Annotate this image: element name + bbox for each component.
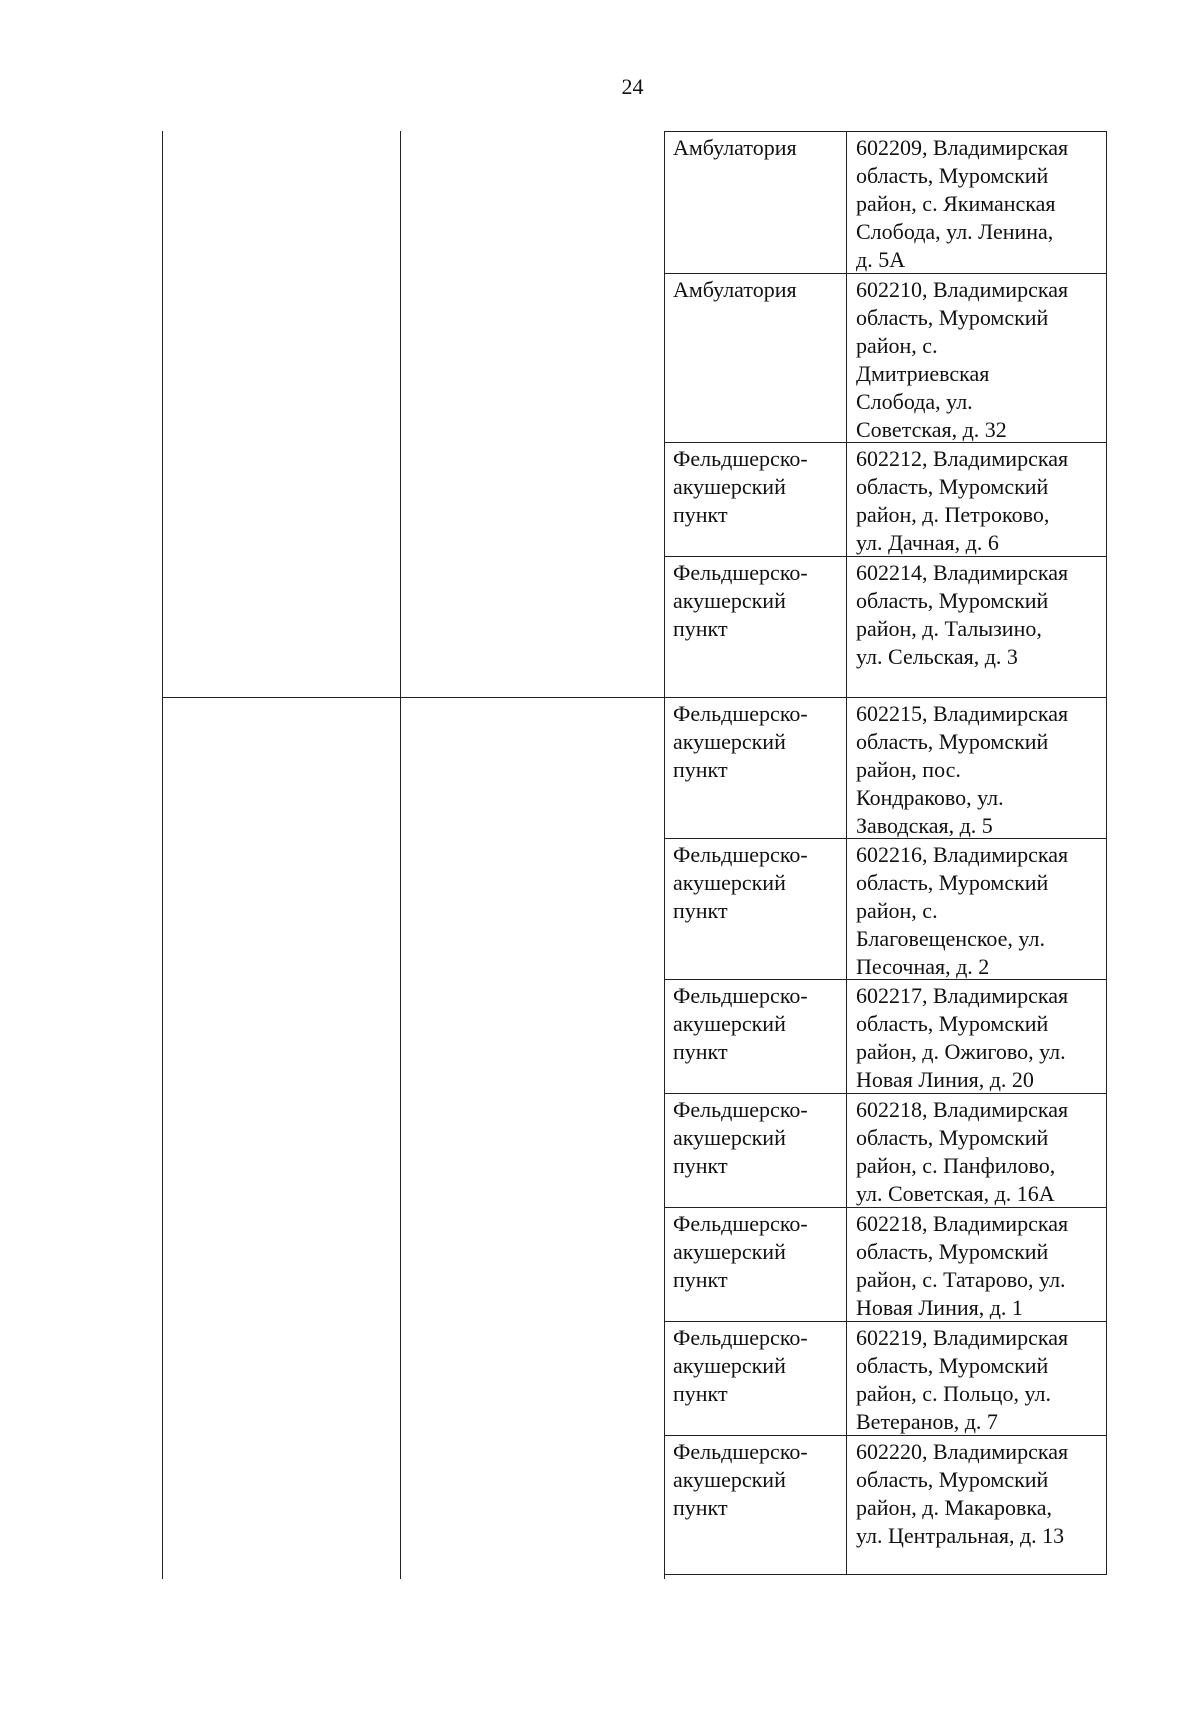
address-cell: 602220, Владимирская область, Муромский район, д. Макаровка, ул. Центральная, д. 13 — [856, 1439, 1069, 1548]
page-break-row-line — [162, 697, 1107, 698]
address-cell: 602210, Владимирская область, Муромский район, с. Дмитриевская Слобода, ул. Советская, д. 32 — [856, 277, 1069, 442]
column-divider-line — [400, 131, 401, 1579]
facility-type-cell: Фельдшерско- акушерский пункт — [673, 1439, 808, 1520]
address-cell: 602218, Владимирская область, Муромский район, с. Татарово, ул. Новая Линия, д. 1 — [856, 1211, 1069, 1320]
left-border-line — [162, 131, 163, 1579]
facility-type-cell: Фельдшерско- акушерский пункт — [673, 983, 808, 1064]
facility-type-cell: Фельдшерско- акушерский пункт — [673, 1325, 808, 1406]
column-divider-line — [664, 131, 665, 1579]
facility-type-cell: Фельдшерско- акушерский пункт — [673, 1211, 808, 1292]
facility-type-cell: Фельдшерско- акушерский пункт — [673, 560, 808, 641]
facility-type-cell: Фельдшерско- акушерский пункт — [673, 842, 808, 923]
address-cell: 602209, Владимирская область, Муромский район, с. Якиманская Слобода, ул. Ленина, д. 5А — [856, 135, 1069, 272]
address-cell: 602219, Владимирская область, Муромский район, с. Польцо, ул. Ветеранов, д. 7 — [856, 1325, 1069, 1434]
address-cell: 602215, Владимирская область, Муромский район, пос. Кондраково, ул. Заводская, д. 5 — [856, 701, 1069, 838]
address-cell: 602212, Владимирская область, Муромский район, д. Петроково, ул. Дачная, д. 6 — [856, 446, 1069, 555]
facility-type-cell: Амбулатория — [673, 277, 797, 302]
facility-type-cell: Фельдшерско- акушерский пункт — [673, 1097, 808, 1178]
page-number: 24 — [621, 74, 644, 99]
right-border-line — [1106, 131, 1107, 1574]
facility-type-cell: Амбулатория — [673, 135, 797, 160]
address-cell: 602217, Владимирская область, Муромский район, д. Ожигово, ул. Новая Линия, д. 20 — [856, 983, 1069, 1092]
facility-type-cell: Фельдшерско- акушерский пункт — [673, 446, 808, 527]
address-cell: 602218, Владимирская область, Муромский район, с. Панфилово, ул. Советская, д. 16А — [856, 1097, 1069, 1206]
row-line — [664, 1574, 1107, 1575]
row-line — [664, 131, 1107, 132]
address-cell: 602216, Владимирская область, Муромский район, с. Благовещенское, ул. Песочная, д. 2 — [856, 842, 1069, 979]
facility-type-cell: Фельдшерско- акушерский пункт — [673, 701, 808, 782]
address-cell: 602214, Владимирская область, Муромский район, д. Талызино, ул. Сельская, д. 3 — [856, 560, 1069, 669]
column-divider-line — [846, 131, 847, 1574]
